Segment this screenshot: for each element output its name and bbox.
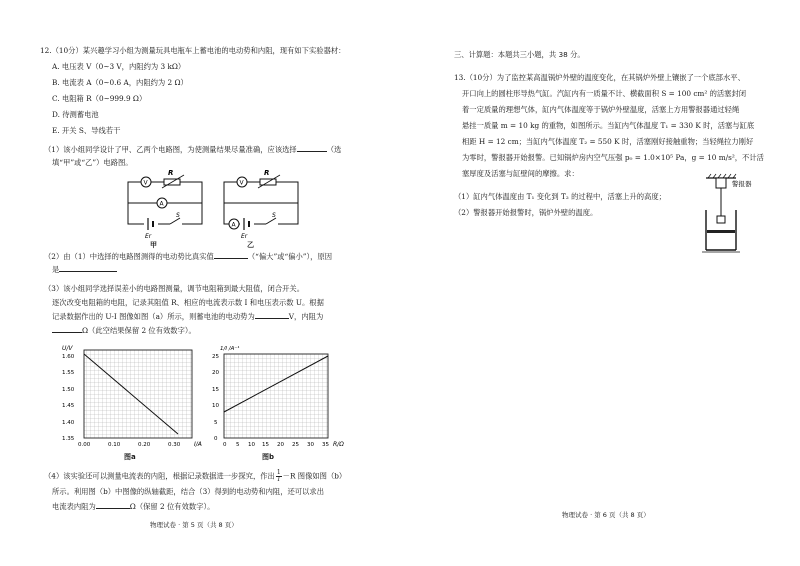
answer-blank[interactable]: [255, 318, 289, 319]
graph-b-xtick: 30: [307, 442, 314, 448]
part2-text-c: 是: [52, 265, 60, 274]
option-c: C. 电阻箱 R（0~999.9 Ω）: [52, 94, 147, 103]
footer-page-5: 物理试卷 · 第 5 页（共 8 页）: [150, 521, 238, 529]
graph-a-xlabel: I/A: [194, 441, 202, 448]
graph-a: [58, 342, 206, 454]
q13-sub-1: （1）缸内气体温度由 T₁ 变化到 T₂ 的过程中，活塞上升的高度；: [454, 192, 666, 201]
part4-line2: 所示。利用图（b）中图像的纵轴截距，结合（3）得到的电动势和内阻，还可以求出: [52, 487, 324, 496]
answer-blank[interactable]: [59, 271, 117, 272]
part1-line2: 填“甲”或“乙”）电路图。: [52, 158, 133, 167]
cylinder-alarm-figure: [692, 172, 772, 262]
answer-blank[interactable]: [214, 258, 248, 259]
label-s: S: [272, 212, 276, 219]
q13-line-4: 悬挂一质量 m = 10 kg 的重物，如图所示。当缸内气体温度 T₁ = 330 K 时，活塞与缸底: [462, 121, 755, 130]
part2-text-a: （2）由（1）中选择的电路图测得的电动势比真实值: [44, 252, 214, 261]
option-e: E. 开关 S、导线若干: [52, 126, 121, 135]
caption-graph-b: 图b: [262, 453, 275, 461]
graph-a-ytick: 1.50: [62, 387, 75, 393]
part2-line1: [44, 252, 332, 262]
part4-text-c: 电流表内阻为: [52, 502, 96, 511]
graph-b-ytick: 0: [214, 436, 218, 442]
page-6: [410, 0, 800, 566]
graph-a-ytick: 1.60: [62, 354, 75, 360]
graph-a-xtick: 0.30: [168, 442, 181, 448]
graph-a-ylabel: U/V: [62, 345, 73, 352]
label-er: Er: [241, 233, 248, 240]
svg-text:V: V: [143, 179, 148, 187]
graph-b-xtick: 10: [248, 442, 255, 448]
graph-b-ytick: 25: [212, 354, 219, 360]
caption-yi: 乙: [247, 241, 254, 249]
part4-line3: [52, 502, 214, 512]
part3-line4: [52, 326, 196, 336]
graph-a-xtick: 0.00: [78, 442, 91, 448]
piston-icon: [707, 230, 735, 233]
part1-text-end: （选: [326, 145, 342, 154]
q13-sub-2: （2）警报器开始报警时，锅炉外壁的温度。: [454, 208, 598, 217]
graph-b-xtick: 25: [292, 442, 299, 448]
label-er: Er: [145, 233, 152, 240]
part4-text-a: （4）该实验还可以测量电流表的内阻，根据记录数据进一步探究，作出: [44, 471, 275, 481]
graph-b-xtick: 0: [223, 442, 227, 448]
graph-b-xtick: 15: [262, 442, 269, 448]
q12-stem: 12.（10分）某兴趣学习小组为测量玩具电瓶车上蓄电池的电动势和内阻，现有如下实验器材：: [40, 46, 346, 55]
svg-text:V: V: [239, 179, 244, 187]
fraction-1-over-i: [276, 470, 282, 483]
option-a: A. 电压表 V（0~3 V，内阻约为 3 kΩ）: [52, 62, 186, 71]
label-r: R: [168, 170, 174, 177]
q13-line-3: 着一定质量的理想气体，缸内气体温度等于锅炉外壁温度，活塞上方用警报器通过轻绳: [462, 105, 740, 114]
graph-b: [206, 342, 354, 454]
circuit-yi: [218, 170, 306, 240]
caption-jia: 甲: [150, 241, 157, 249]
graph-a-xtick: 0.20: [138, 442, 151, 448]
graph-b-ytick: 20: [212, 370, 219, 376]
part1-line1: [44, 145, 341, 155]
part4-line1: [44, 470, 346, 483]
fraction-denominator: I: [277, 476, 280, 483]
section-title: 三、计算题：本题共三小题，共 38 分。: [454, 50, 585, 59]
part2-line2: [52, 265, 117, 275]
circuit-jia: [122, 170, 210, 240]
part2-text-b: （“偏大”或“偏小”），原因: [247, 252, 333, 261]
part1-text: （1）该小组同学设计了甲、乙两个电路图，为使测量结果尽量准确，应该选择: [44, 145, 297, 154]
q13-line-6: 为零时，警报器开始报警。已知锅炉房内空气压强 p₀ = 1.0×10⁵ Pa，g = 10 m/s²，不计活: [462, 153, 764, 162]
graph-b-xlabel: R/Ω: [333, 441, 344, 448]
graph-a-xtick: 0.10: [108, 442, 121, 448]
graph-a-ytick: 1.55: [62, 370, 75, 376]
svg-text:A: A: [159, 200, 164, 208]
answer-blank[interactable]: [96, 508, 130, 509]
graph-b-xtick: 5: [236, 442, 240, 448]
part3-text-c: Ω（此空结果保留 2 位有效数字）。: [82, 326, 196, 335]
q13-line-7: 塞厚度及活塞与缸壁间的摩擦。求：: [462, 169, 579, 178]
q13-line-1: 13.（10分）为了监控某高温锅炉外壁的温度变化，在其锅炉外壁上镶嵌了一个底部水平、: [454, 73, 745, 82]
graph-b-xtick: 20: [277, 442, 284, 448]
graph-a-ytick: 1.45: [62, 403, 75, 409]
alarm-icon: [716, 178, 726, 188]
graph-a-ytick: 1.40: [62, 420, 75, 426]
part3-line2: 逐次改变电阻箱的电阻，记录其阻值 R、相应的电流表示数 I 和电压表示数 U。根据: [52, 298, 324, 307]
fraction-numerator: 1: [276, 469, 281, 476]
part3-line3: [52, 312, 323, 322]
graph-b-ytick: 10: [212, 403, 219, 409]
part3-text-a: 记录数据作出的 U-I 图像如图（a）所示，则蓄电池的电动势为: [52, 312, 255, 321]
option-d: D. 待测蓄电池: [52, 110, 99, 119]
part4-text-d: Ω（保留 2 位有效数字）。: [129, 502, 215, 511]
label-s: S: [176, 212, 180, 219]
svg-text:A: A: [231, 221, 236, 229]
alarm-label: 警报器: [732, 180, 752, 188]
option-b: B. 电流表 A（0~0.6 A，内阻约为 2 Ω）: [52, 78, 188, 87]
part3-line1: （3）该小组同学选择误差小的电路图测量，调节电阻箱到最大阻值，闭合开关。: [44, 284, 305, 293]
graph-b-ytick: 15: [212, 387, 219, 393]
part3-text-b: V，内阻为: [288, 312, 324, 321]
footer-page-6: 物理试卷 · 第 6 页（共 8 页）: [562, 511, 650, 519]
q13-line-5: 相距 H = 12 cm；当缸内气体温度 T₂ = 550 K 时，活塞刚好接触重物；当轻绳拉力刚好: [462, 137, 754, 146]
part4-text-b: －R 图像如图（b）: [282, 471, 347, 481]
graph-b-ytick: 5: [214, 420, 218, 426]
graph-a-ytick: 1.35: [62, 436, 75, 442]
answer-blank[interactable]: [52, 332, 82, 333]
answer-blank[interactable]: [297, 151, 327, 152]
label-r: R: [264, 170, 270, 177]
weight-icon: [717, 216, 725, 223]
graph-b-ylabel: 1/I /A⁻¹: [220, 346, 240, 352]
graph-b-xtick: 35: [322, 442, 329, 448]
q13-line-2: 开口向上的圆柱形导热气缸。汽缸内有一质量不计、横截面积 S = 100 cm² 的活塞封闭: [462, 89, 747, 98]
caption-graph-a: 图a: [124, 453, 136, 461]
